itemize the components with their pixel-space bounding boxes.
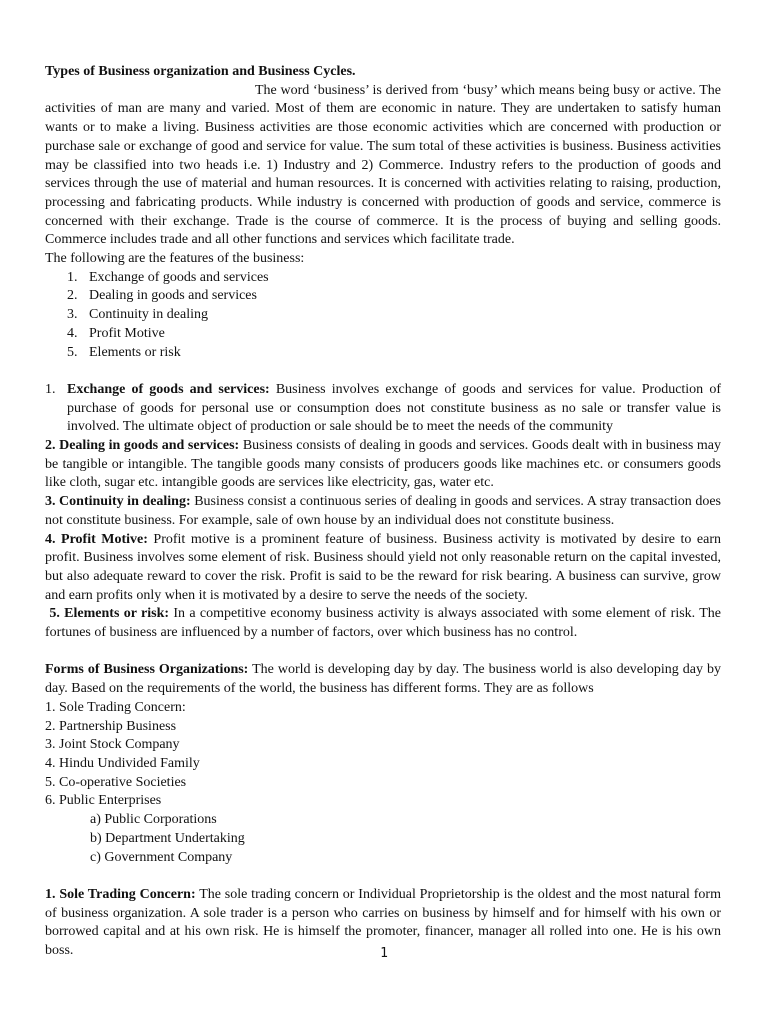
forms-paragraph: Forms of Business Organizations: The world is developing day by day. The business world is also developing day by day. Based on the requirements of the world, the business has different forms. They are as follows: [45, 662, 722, 697]
list-item: b) Department Undertaking: [90, 830, 245, 846]
feature-detail-profit: 4. Profit Motive: Profit motive is a prominent feature of business. Business activity is motivated by desire to earn profit. Business involves some element of risk. Business should yield not only reasonable return on the capital invested, but also adequate reward to cover the risk. Profit is said to be the reward for risk bearing. A business can survive, grow and earn profits only when it is motivated by a desire to serve the needs of the society.: [45, 531, 721, 603]
list-item: 5. Co-operative Societies: [45, 774, 187, 790]
feature-detail-risk: 5. Elements or risk: In a competitive economy business activity is always associated with some element of risk. The fortunes of business are influenced by a number of factors, over which business has no control.: [45, 606, 725, 641]
features-heading: The following are the features of the business:: [45, 251, 305, 267]
forms-list: [45, 699, 721, 867]
list-item: a) Public Corporations: [90, 812, 217, 828]
document-title: Types of Business organization and Business Cycles.: [45, 64, 356, 79]
sole-trading-paragraph: 1. Sole Trading Concern: The sole trading concern or Individual Proprietorship is the oldest and the most natural form of business organization. A sole trader is a person who carries on business by himself and for himself with his own or borrowed capital and at his own risk. He is himself the promoter, financer, manager all rolled into one. He is his own boss.: [45, 886, 721, 958]
document-body: [45, 63, 725, 961]
list-item: 1. Exchange of goods and services: [67, 269, 269, 285]
features-list: [45, 269, 721, 363]
intro-paragraph: The word ‘business’ is derived from ‘busy’ which means being busy or active. The activities of man are many and varied. Most of them are economic in nature. They are undertaken to satisfy human wants or to make a living. Business activities are those economic activities which are concerned with production or purchase sale or exchange of good and service for value. The sum total of these activities is business. Business activities may be classified into two heads i.e. 1) Industry and 2) Commerce. Industry refers to the production of goods and services through the use of material and human resources. It is concerned with activities relating to raising, production, processing and fabricating products. While industry is concerned with production of goods and service, commerce is concerned with their exchange. Trade is the course of commerce. It is the process of buying and selling goods. Commerce includes trade and all other functions and services which facilitate trade.: [45, 82, 721, 248]
list-item: 2. Dealing in goods and services: [67, 288, 257, 304]
list-item: 1. Sole Trading Concern:: [45, 699, 186, 715]
feature-detail-exchange: 1. Exchange of goods and services: Business involves exchange of goods and services for value. Production of purchase of goods for personal use or consumption does not constitute business as no sale or transfer value is involved. The ultimate object of production or sale should be to meet the needs of the community: [45, 381, 721, 435]
list-item: 4. Profit Motive: [67, 325, 165, 341]
page-number: 1: [380, 946, 388, 961]
list-item: 5. Elements or risk: [67, 344, 181, 360]
list-item: 3. Joint Stock Company: [45, 737, 180, 753]
feature-detail-continuity: 3. Continuity in dealing: Business consist a continuous series of dealing in goods and services. A stray transaction does not constitute business. For example, sale of own house by an individual does not constitute business.: [45, 494, 721, 528]
feature-detail-dealing: 2. Dealing in goods and services: Business consists of dealing in goods and services. Goods dealt with in business may be tangible or intangible. The tangible goods many consists of producers goods like machines etc. or consumers goods like cloth, sugar etc. intangible goods are services like electricity, gas, water etc.: [45, 438, 721, 491]
list-item: 6. Public Enterprises: [45, 793, 162, 809]
list-item: 4. Hindu Undivided Family: [45, 755, 200, 771]
list-item: 2. Partnership Business: [45, 718, 177, 734]
list-item: 3. Continuity in dealing: [67, 307, 208, 323]
list-item: c) Government Company: [90, 849, 233, 865]
